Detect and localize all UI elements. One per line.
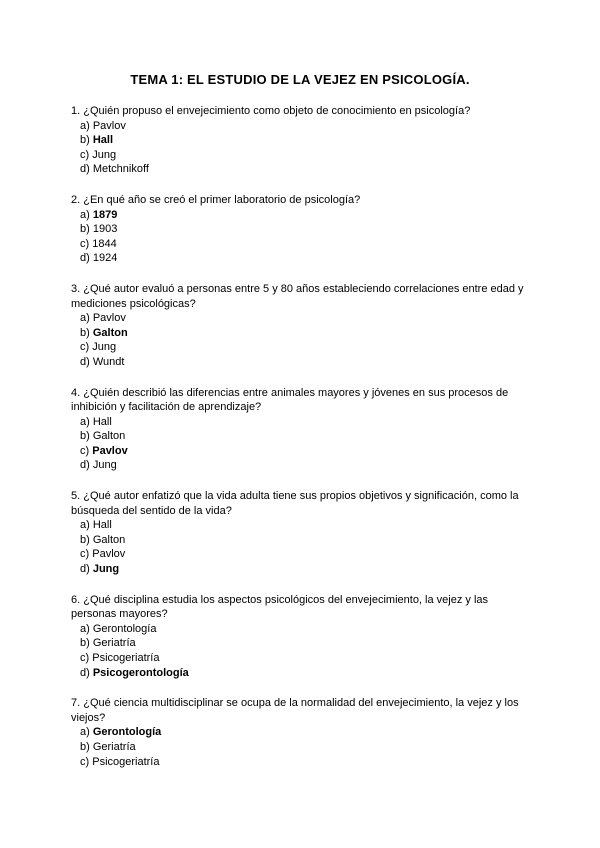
option-letter: c) bbox=[80, 341, 90, 354]
question-number: 5. bbox=[71, 490, 81, 503]
option-letter: a) bbox=[80, 119, 90, 132]
option-text: Jung bbox=[92, 341, 117, 354]
option-text: Geriatría bbox=[92, 740, 136, 753]
question-prompt: ¿Qué autor enfatizó que la vida adulta tiene sus propios objetivos y significación, como la búsqueda del sentido de la vida? bbox=[71, 490, 519, 517]
option-letter: d) bbox=[80, 563, 90, 576]
option-text: Psicogeriatría bbox=[92, 755, 160, 768]
answer-option bbox=[80, 340, 531, 355]
question-text bbox=[71, 593, 531, 622]
answer-option bbox=[80, 415, 531, 430]
question-number: 4. bbox=[71, 386, 81, 399]
option-text: Pavlov bbox=[92, 119, 126, 132]
option-letter: b) bbox=[80, 223, 90, 236]
question-prompt: ¿En qué año se creó el primer laboratorio de psicología? bbox=[83, 193, 361, 206]
question-number: 2. bbox=[71, 193, 81, 206]
page-title: TEMA 1: EL ESTUDIO DE LA VEJEZ EN PSICOLOGÍA. bbox=[130, 72, 470, 87]
option-text: 1924 bbox=[92, 252, 118, 265]
answer-options bbox=[71, 518, 531, 576]
option-text: Jung bbox=[92, 148, 117, 161]
correct-answer-text: Pavlov bbox=[92, 444, 128, 457]
question-prompt: ¿Qué ciencia multidisciplinar se ocupa de la normalidad del envejecimiento, la vejez y los viejos? bbox=[71, 697, 519, 724]
option-letter: c) bbox=[80, 755, 90, 768]
answer-option bbox=[80, 326, 531, 341]
answer-option bbox=[80, 533, 531, 548]
option-text: Wundt bbox=[92, 355, 125, 368]
answer-option bbox=[80, 429, 531, 444]
option-letter: b) bbox=[80, 740, 90, 753]
correct-answer-text: Jung bbox=[92, 563, 120, 576]
option-text: Psicogeriatría bbox=[92, 652, 160, 664]
option-letter: d) bbox=[80, 163, 90, 176]
answer-option bbox=[80, 755, 531, 770]
option-letter: b) bbox=[80, 637, 90, 650]
option-letter: b) bbox=[80, 134, 90, 147]
correct-answer-text: Hall bbox=[92, 134, 114, 147]
question-prompt: ¿Qué disciplina estudia los aspectos psicológicos del envejecimiento, la vejez y las personas mayores? bbox=[71, 593, 489, 621]
option-letter: a) bbox=[80, 415, 90, 428]
answer-options bbox=[71, 208, 531, 266]
answer-option bbox=[80, 651, 531, 666]
question-text bbox=[71, 193, 531, 208]
option-text: Pavlov bbox=[92, 312, 126, 325]
correct-answer-text: Psicogerontología bbox=[92, 666, 189, 679]
answer-option bbox=[80, 458, 531, 473]
answer-option bbox=[80, 222, 531, 237]
question-4 bbox=[71, 386, 531, 474]
question-number: 1. bbox=[71, 105, 81, 117]
option-letter: c) bbox=[80, 548, 90, 561]
question-text bbox=[71, 386, 531, 415]
option-text: Pavlov bbox=[92, 548, 126, 561]
correct-answer-text: 1879 bbox=[92, 208, 118, 221]
option-letter: d) bbox=[80, 459, 90, 472]
question-prompt: ¿Quién describió las diferencias entre animales mayores y jóvenes en sus procesos de inhibición y facilitación de aprendizaje? bbox=[71, 386, 509, 414]
option-text: Hall bbox=[92, 415, 112, 428]
correct-answer-text: Gerontología bbox=[92, 726, 162, 739]
answer-option bbox=[80, 518, 531, 533]
answer-option bbox=[80, 237, 531, 252]
answer-options bbox=[71, 311, 531, 369]
answer-option bbox=[80, 622, 531, 637]
question-number: 3. bbox=[71, 282, 81, 295]
question-text bbox=[71, 489, 531, 518]
answer-option bbox=[80, 740, 531, 755]
question-number: 6. bbox=[71, 593, 81, 606]
question-text bbox=[71, 104, 531, 119]
option-letter: a) bbox=[80, 622, 90, 635]
option-text: Gerontología bbox=[92, 622, 157, 635]
question-7 bbox=[71, 696, 531, 769]
option-letter: d) bbox=[80, 252, 90, 265]
answer-option bbox=[80, 162, 531, 177]
answer-option bbox=[80, 148, 531, 163]
option-letter: c) bbox=[80, 148, 90, 161]
option-letter: c) bbox=[80, 652, 90, 664]
option-text: Geriatría bbox=[92, 637, 136, 650]
option-text: 1903 bbox=[92, 223, 118, 236]
answer-options bbox=[71, 119, 531, 177]
option-letter: a) bbox=[80, 519, 90, 532]
answer-option bbox=[80, 355, 531, 370]
option-letter: b) bbox=[80, 430, 90, 443]
question-6 bbox=[71, 593, 531, 681]
option-text: Hall bbox=[92, 519, 112, 532]
option-letter: b) bbox=[80, 533, 90, 546]
answer-option bbox=[80, 133, 531, 148]
option-letter: a) bbox=[80, 312, 90, 325]
answer-option bbox=[80, 636, 531, 651]
answer-option bbox=[80, 444, 531, 459]
option-text: Metchnikoff bbox=[92, 163, 149, 176]
answer-option bbox=[80, 311, 531, 326]
answer-options bbox=[71, 622, 531, 680]
option-letter: c) bbox=[80, 237, 90, 250]
answer-options bbox=[71, 725, 531, 769]
answer-option bbox=[80, 119, 531, 134]
question-text bbox=[71, 696, 531, 725]
question-prompt: ¿Quién propuso el envejecimiento como objeto de conocimiento en psicología? bbox=[83, 105, 471, 117]
question-number: 7. bbox=[71, 697, 81, 710]
answer-option bbox=[80, 208, 531, 223]
question-2 bbox=[71, 193, 531, 266]
question-list bbox=[71, 104, 531, 785]
question-5 bbox=[71, 489, 531, 577]
question-text bbox=[71, 282, 531, 311]
question-1 bbox=[71, 104, 531, 177]
question-3 bbox=[71, 282, 531, 370]
answer-option bbox=[80, 725, 531, 740]
answer-options bbox=[71, 415, 531, 473]
question-prompt: ¿Qué autor evaluó a personas entre 5 y 80 años estableciendo correlaciones entre edad y mediciones psicológicas? bbox=[71, 282, 524, 310]
answer-option bbox=[80, 251, 531, 266]
option-letter: c) bbox=[80, 444, 90, 457]
option-letter: a) bbox=[80, 726, 90, 739]
option-text: Galton bbox=[92, 533, 126, 546]
answer-option bbox=[80, 666, 531, 681]
option-text: Jung bbox=[92, 459, 117, 472]
answer-option bbox=[80, 562, 531, 577]
option-letter: d) bbox=[80, 355, 90, 368]
option-letter: b) bbox=[80, 326, 90, 339]
option-text: 1844 bbox=[92, 237, 117, 250]
correct-answer-text: Galton bbox=[92, 326, 128, 339]
option-letter: d) bbox=[80, 666, 90, 679]
option-text: Galton bbox=[92, 430, 126, 443]
answer-option bbox=[80, 547, 531, 562]
option-letter: a) bbox=[80, 208, 90, 221]
